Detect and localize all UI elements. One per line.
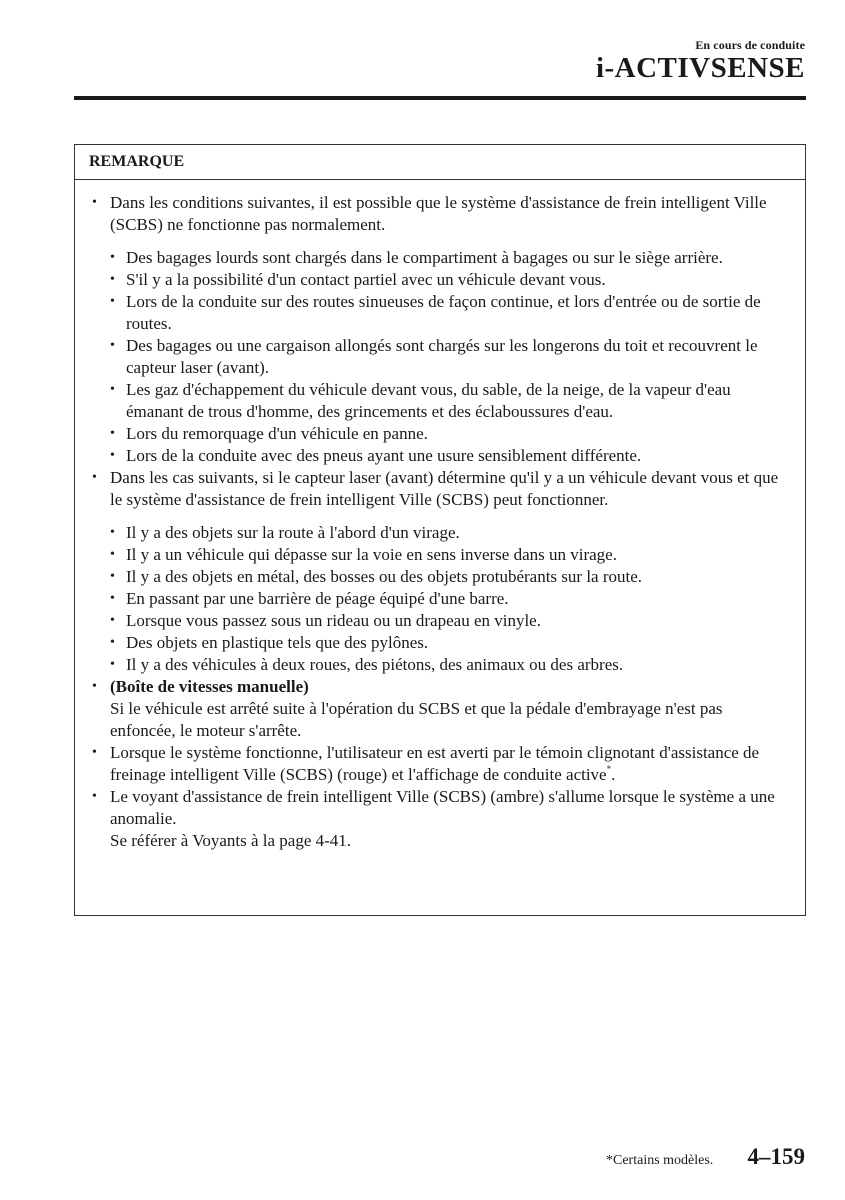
sub-bullet: • Il y a des objets sur la route à l'abord d'un virage. <box>89 522 791 544</box>
sub-bullet: • Les gaz d'échappement du véhicule devant vous, du sable, de la neige, de la vapeur d'eau émanant de trous d'homme, des grincements et des éclaboussures d'eau. <box>89 379 791 423</box>
sub-bullet: • Des bagages ou une cargaison allongés sont chargés sur les longerons du toit et recouvrent le capteur laser (avant). <box>89 335 791 379</box>
manual-gearbox-text: Si le véhicule est arrêté suite à l'opération du SCBS et que la pédale d'embrayage n'est pas enfoncée, le moteur s'arrête. <box>110 699 723 740</box>
page-title: i-ACTIVSENSE <box>595 52 805 84</box>
sub-bullet: • Des objets en plastique tels que des pylônes. <box>89 632 791 654</box>
page-number: 4–159 <box>747 1144 805 1169</box>
sub-bullet: • S'il y a la possibilité d'un contact partiel avec un véhicule devant vous. <box>89 269 791 291</box>
sub-bullet: • Il y a des objets en métal, des bosses ou des objets protubérants sur la route. <box>89 566 791 588</box>
sentence-end: . <box>611 765 616 784</box>
sub-bullet: • Lorsque vous passez sous un rideau ou un drapeau en vinyle. <box>89 610 791 632</box>
malfunction-text: • Le voyant d'assistance de frein intelligent Ville (SCBS) (ambre) s'allume lorsque le système a une anomalie. <box>110 787 775 828</box>
sub-list <box>89 522 791 676</box>
sub-bullet: • Lors de la conduite sur des routes sinueuses de façon continue, et lors d'entrée ou de sortie de routes. <box>89 291 791 335</box>
sub-bullet: • Il y a des véhicules à deux roues, des piétons, des animaux ou des arbres. <box>89 654 791 676</box>
footnote-mark: * <box>606 764 612 774</box>
note-bullet: • Dans les conditions suivantes, il est possible que le système d'assistance de frein intelligent Ville (SCBS) ne fonctionne pas normalement. <box>89 192 791 236</box>
note-bullet: • Dans les cas suivants, si le capteur laser (avant) détermine qu'il y a un véhicule devant vous et que le système d'assistance de frein intelligent Ville (SCBS) peut fonctionner. <box>89 467 791 511</box>
sub-bullet: • Lors du remorquage d'un véhicule en panne. <box>89 423 791 445</box>
sub-bullet: • Lors de la conduite avec des pneus ayant une usure sensiblement différente. <box>89 445 791 467</box>
note-heading: REMARQUE <box>75 145 805 180</box>
sub-list <box>89 247 791 467</box>
page-reference: Se référer à Voyants à la page 4-41. <box>110 831 352 850</box>
sub-bullet: • Des bagages lourds sont chargés dans le compartiment à bagages ou sur le siège arrière. <box>89 247 791 269</box>
sub-bullet: • Il y a un véhicule qui dépasse sur la voie en sens inverse dans un virage. <box>89 544 791 566</box>
note-body <box>75 180 805 852</box>
sub-bullet: • En passant par une barrière de péage équipé d'une barre. <box>89 588 791 610</box>
footer-note: *Certains modèles. <box>606 1153 714 1168</box>
note-bullet <box>89 742 791 786</box>
note-box <box>74 144 806 916</box>
manual-gearbox-title: • (Boîte de vitesses manuelle) <box>110 677 309 696</box>
section-label: En cours de conduite <box>695 38 805 52</box>
note-bullet <box>89 676 791 742</box>
header-rule <box>74 96 806 100</box>
warning-light-text: Lorsque le système fonctionne, l'utilisateur en est averti par le témoin clignotant d'assistance de freinage intelligent Ville (SCBS) (rouge) et l'affichage de conduite active <box>110 743 760 784</box>
note-bullet <box>89 786 791 852</box>
